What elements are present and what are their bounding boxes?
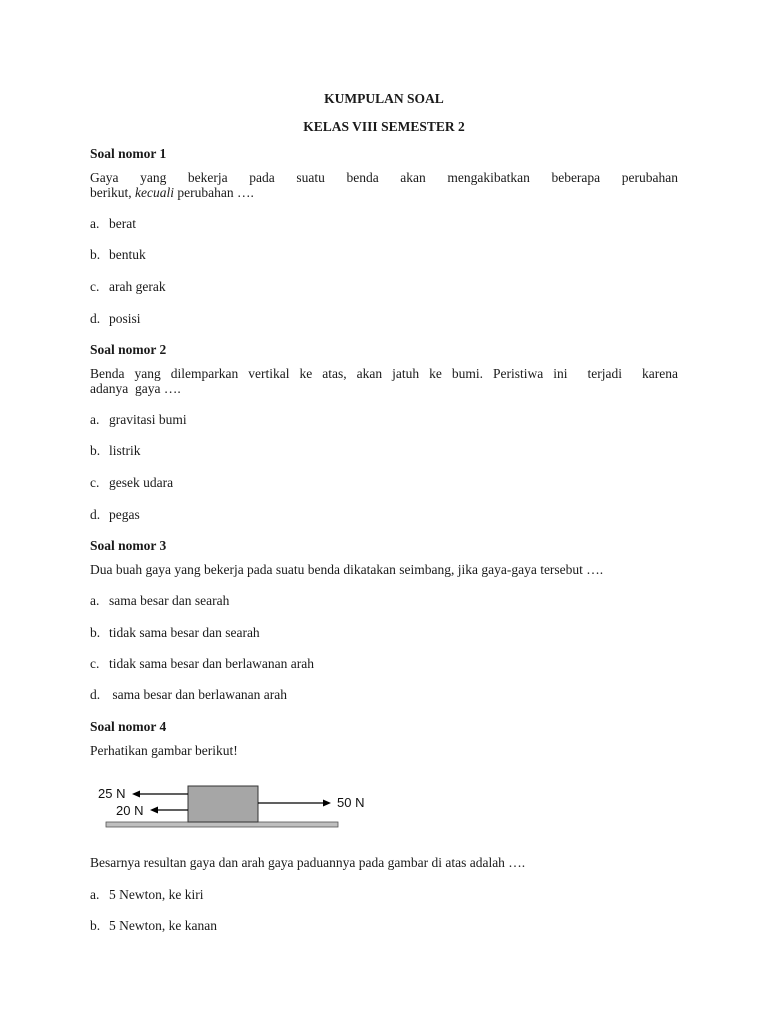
option-text: gravitasi bumi bbox=[109, 412, 187, 427]
option-text: listrik bbox=[109, 443, 141, 458]
option-letter: a. bbox=[90, 412, 100, 427]
option-letter: b. bbox=[90, 918, 101, 933]
option-letter: a. bbox=[90, 887, 100, 902]
question-3-heading: Soal nomor 3 bbox=[90, 538, 167, 553]
question-3-option-d[interactable] bbox=[90, 687, 287, 703]
arrowhead-25n bbox=[132, 791, 140, 798]
question-1-stem-text-end: perubahan …. bbox=[173, 185, 254, 200]
question-2-option-b[interactable] bbox=[90, 443, 141, 459]
option-text: 5 Newton, ke kanan bbox=[109, 918, 217, 933]
option-text: sama besar dan berlawanan arah bbox=[109, 687, 288, 702]
question-1-stem bbox=[90, 170, 678, 200]
option-letter: c. bbox=[90, 279, 100, 294]
question-1-heading: Soal nomor 1 bbox=[90, 146, 167, 161]
floor-surface bbox=[106, 822, 338, 827]
option-letter: c. bbox=[90, 475, 100, 490]
document-title: KUMPULAN SOAL bbox=[324, 91, 444, 106]
option-text: gesek udara bbox=[109, 475, 174, 490]
option-text: pegas bbox=[109, 507, 140, 522]
option-text: posisi bbox=[109, 311, 141, 326]
question-1-stem-text: berikut, bbox=[90, 185, 135, 200]
option-letter: b. bbox=[90, 443, 101, 458]
force-label-20n: 20 N bbox=[116, 803, 144, 818]
question-2-heading: Soal nomor 2 bbox=[90, 342, 167, 357]
block bbox=[188, 786, 258, 822]
question-4-heading: Soal nomor 4 bbox=[90, 719, 167, 734]
option-letter: d. bbox=[90, 507, 101, 522]
question-1-option-c[interactable] bbox=[90, 279, 166, 295]
option-text: arah gerak bbox=[109, 279, 166, 294]
option-text: sama besar dan searah bbox=[109, 593, 230, 608]
question-2-option-d[interactable] bbox=[90, 507, 140, 523]
option-letter: c. bbox=[90, 656, 100, 671]
option-letter: b. bbox=[90, 247, 101, 262]
question-4-stem: Besarnya resultan gaya dan arah gaya paduannya pada gambar di atas adalah …. bbox=[90, 855, 526, 870]
option-text: tidak sama besar dan berlawanan arah bbox=[109, 656, 315, 671]
question-3-stem: Dua buah gaya yang bekerja pada suatu benda dikatakan seimbang, jika gaya-gaya tersebut …. bbox=[90, 562, 604, 577]
question-2-option-c[interactable] bbox=[90, 475, 173, 491]
force-label-50n: 50 N bbox=[337, 795, 365, 810]
question-1-emphasis: kecuali bbox=[135, 185, 174, 200]
question-1-option-d[interactable] bbox=[90, 311, 141, 327]
question-3-option-b[interactable] bbox=[90, 625, 260, 641]
question-1-stem-line2 bbox=[90, 185, 678, 200]
option-text: bentuk bbox=[109, 247, 146, 262]
question-1-option-b[interactable] bbox=[90, 247, 146, 263]
question-4-intro: Perhatikan gambar berikut! bbox=[90, 743, 238, 758]
option-letter: d. bbox=[90, 687, 101, 702]
question-1-option-a[interactable] bbox=[90, 216, 136, 232]
arrowhead-50n bbox=[323, 800, 331, 807]
option-text: berat bbox=[109, 216, 136, 231]
question-2-stem-line1: Benda yang dilemparkan vertikal ke atas, akan jatuh ke bumi. Peristiwa ini terjadi karena bbox=[90, 366, 678, 381]
option-text: 5 Newton, ke kiri bbox=[109, 887, 204, 902]
question-4-option-a[interactable] bbox=[90, 887, 203, 903]
document-subtitle: KELAS VIII SEMESTER 2 bbox=[303, 119, 465, 134]
force-diagram bbox=[90, 778, 350, 834]
force-label-25n: 25 N bbox=[98, 786, 126, 801]
option-letter: a. bbox=[90, 593, 100, 608]
arrowhead-20n bbox=[150, 807, 158, 814]
question-1-stem-line1: Gaya yang bekerja pada suatu benda akan mengakibatkan beberapa perubahan bbox=[90, 170, 678, 185]
option-letter: d. bbox=[90, 311, 101, 326]
question-2-option-a[interactable] bbox=[90, 412, 187, 428]
option-letter: b. bbox=[90, 625, 101, 640]
question-3-option-c[interactable] bbox=[90, 656, 314, 672]
question-4-option-b[interactable] bbox=[90, 918, 217, 934]
option-text: tidak sama besar dan searah bbox=[109, 625, 260, 640]
option-letter: a. bbox=[90, 216, 100, 231]
question-2-stem-line2: adanya gaya …. bbox=[90, 381, 181, 396]
question-2-stem bbox=[90, 366, 678, 396]
question-3-option-a[interactable] bbox=[90, 593, 229, 609]
